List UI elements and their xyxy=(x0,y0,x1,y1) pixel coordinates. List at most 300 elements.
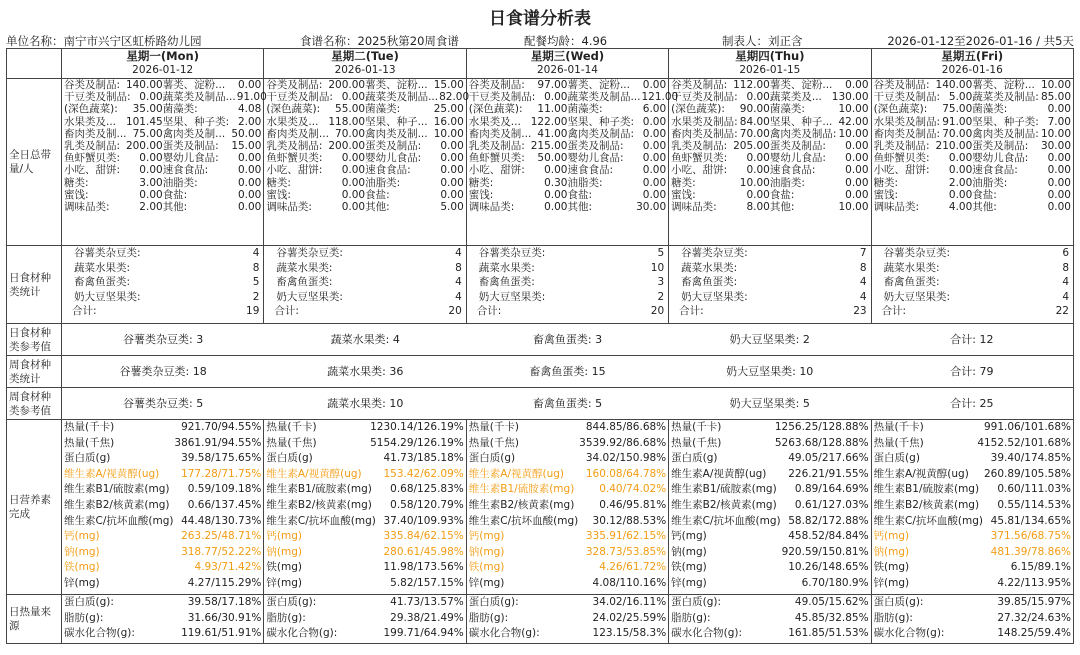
food-category-label: 速食食品: xyxy=(972,164,1018,177)
food-type-label: 合计: xyxy=(950,365,977,378)
food-amount-pair xyxy=(163,189,262,201)
food-type-label: 合计: xyxy=(950,397,977,410)
food-type-label: 奶大豆坚果类: xyxy=(276,290,343,303)
food-category-label: 薯类、淀粉... xyxy=(567,79,630,91)
food-category-value: 75.00 xyxy=(942,103,973,116)
food-category-value: 0.00 xyxy=(237,79,262,91)
food-amount-pair xyxy=(469,116,568,128)
nutrient-value: 0.58/120.79% xyxy=(390,498,464,511)
food-type-count-line xyxy=(62,290,263,305)
nutrient-value: 921.70/94.55% xyxy=(181,421,262,433)
energy-source-line xyxy=(467,611,668,627)
food-category-value: 0.00 xyxy=(1047,200,1071,213)
food-amount-line xyxy=(874,140,1071,152)
food-type-summary-item xyxy=(264,331,466,347)
food-amount-cell xyxy=(264,79,470,246)
food-amount-pair xyxy=(469,91,568,103)
food-category-label: 油脂类: xyxy=(972,176,1008,189)
food-category-value: 41.00 xyxy=(537,127,568,140)
food-type-label: 合计: xyxy=(274,305,299,317)
food-amount-line xyxy=(64,128,261,140)
food-category-label: 速食食品: xyxy=(567,164,614,177)
day-name: 星期二(Tue) xyxy=(331,49,399,63)
food-category-value: 0.00 xyxy=(544,200,568,213)
food-type-label: 谷薯类杂豆类: xyxy=(122,397,193,410)
food-category-label: 蛋类及制品: xyxy=(972,139,1029,152)
food-type-summary-item xyxy=(264,395,466,411)
row-label-weekly-stats: 周食材种类统计 xyxy=(7,356,62,388)
food-amount-line xyxy=(469,103,666,115)
food-category-label: 油脂类: xyxy=(365,176,401,189)
food-amount-line xyxy=(64,140,261,152)
food-type-count: 4 xyxy=(1062,290,1069,303)
food-category-label: 蛋类及制品: xyxy=(162,139,219,152)
food-type-count: 8 xyxy=(455,261,462,274)
food-amount-pair xyxy=(874,103,973,115)
food-category-label: 菌藻类: xyxy=(162,103,198,116)
nutrient-value: 0.40/74.02% xyxy=(599,483,667,496)
food-category-value: 0.00 xyxy=(237,200,262,213)
food-category-label: 蛋类及制品: xyxy=(365,139,422,152)
energy-source-line xyxy=(264,626,465,642)
nutrient-label: 维生素C/抗坏血酸(mg) xyxy=(671,514,781,527)
nutrient-value: 335.91/62.15% xyxy=(585,530,667,543)
food-category-label: 其他: xyxy=(567,200,593,213)
food-type-count: 4 xyxy=(252,247,260,259)
food-category-value: 16.00 xyxy=(433,115,464,128)
food-category-label: 食盐: xyxy=(162,188,188,201)
nutrient-value: 34.02/150.98% xyxy=(585,452,667,465)
nutrient-value: 1256.25/128.88% xyxy=(774,421,869,433)
food-category-label: 谷类及制品: xyxy=(873,79,930,91)
energy-source-value: 29.38/21.49% xyxy=(390,611,464,624)
food-type-count: 4 xyxy=(859,276,867,288)
nutrient-value: 335.84/62.15% xyxy=(383,530,464,543)
food-amount-line xyxy=(671,189,868,201)
food-category-label: 食盐: xyxy=(365,188,390,201)
food-category-value: 0.00 xyxy=(845,188,869,201)
food-type-label: 蔬菜水果类: xyxy=(681,261,738,274)
food-amount-pair xyxy=(671,164,770,176)
nutrient-label: 钙(mg) xyxy=(64,530,100,543)
food-category-value: 3.00 xyxy=(139,176,163,189)
energy-source-line xyxy=(62,626,263,642)
food-category-value: 0.00 xyxy=(845,176,869,189)
nutrition-row xyxy=(7,420,1074,595)
food-category-value: 0.00 xyxy=(544,188,568,201)
nutrient-label: 维生素C/抗坏血酸(mg) xyxy=(266,514,376,527)
food-amount-line xyxy=(266,91,470,104)
food-amount-pair xyxy=(770,189,869,201)
energy-source-line xyxy=(872,595,1073,611)
food-category-label: 小吃、甜饼: xyxy=(873,164,930,177)
food-category-label: 畜肉类及制品: xyxy=(873,127,941,140)
food-category-value: 25.00 xyxy=(433,103,464,116)
food-category-value: 97.00 xyxy=(537,79,568,91)
food-amount-pair xyxy=(567,189,666,201)
daily-stats-cell xyxy=(669,246,871,324)
day-date: 2026-01-13 xyxy=(334,64,396,76)
nutrient-value: 0.89/164.69% xyxy=(794,483,869,496)
food-category-label: 谷类及制品: xyxy=(266,79,323,91)
food-amount-pair xyxy=(64,79,163,91)
nutrient-value: 3861.91/94.55% xyxy=(174,436,262,449)
nutrition-cell xyxy=(62,420,264,595)
daily-stats-cell xyxy=(871,246,1073,324)
food-category-label: 小吃、甜饼: xyxy=(64,164,121,177)
food-category-label: 油脂类: xyxy=(769,176,805,189)
food-category-value: 4.08 xyxy=(237,103,262,116)
food-category-value: 10.00 xyxy=(433,127,464,140)
food-category-value: 0.00 xyxy=(642,79,667,91)
food-category-value: 0.00 xyxy=(746,188,770,201)
food-amount-pair xyxy=(770,79,869,91)
food-amount-pair xyxy=(972,79,1071,91)
food-amount-pair xyxy=(972,177,1071,189)
food-type-label: 奶大豆坚果类: xyxy=(726,365,796,378)
nutrient-value: 0.59/109.18% xyxy=(187,483,262,496)
nutrient-label: 热量(千卡) xyxy=(873,421,924,433)
food-type-label: 合计: xyxy=(72,305,97,317)
food-amount-pair xyxy=(770,201,869,213)
food-amount-pair xyxy=(163,164,262,176)
nutrient-label: 维生素A/视黄醇(ug) xyxy=(873,467,969,480)
food-category-value: 6.00 xyxy=(642,103,667,116)
energy-source-line xyxy=(669,595,870,611)
food-amount-pair xyxy=(671,103,770,115)
food-category-label: 婴幼儿食品: xyxy=(567,152,624,165)
food-category-value: 11.00 xyxy=(537,103,568,116)
food-category-label: 干豆类及制品: xyxy=(671,91,738,104)
nutrient-value: 58.82/172.88% xyxy=(788,514,869,527)
food-amount-line xyxy=(64,152,261,164)
food-type-count: 23 xyxy=(853,305,867,317)
food-type-label: 合计: xyxy=(881,305,907,317)
food-category-label: 蔬菜类及制品... xyxy=(365,91,439,104)
food-amount-line xyxy=(671,177,868,189)
nutrient-value: 153.42/62.09% xyxy=(383,467,464,480)
daily-stats-cell xyxy=(466,246,668,324)
food-category-value: 50.00 xyxy=(231,127,262,140)
nutrient-label: 维生素C/抗坏血酸(mg) xyxy=(873,514,984,527)
nutrient-line xyxy=(264,498,465,514)
energy-source-label: 脂肪(g): xyxy=(468,611,509,624)
food-type-count: 10 xyxy=(799,365,814,378)
nutrient-line xyxy=(264,560,465,576)
food-amount-cell xyxy=(466,79,679,246)
nutrient-line xyxy=(872,545,1073,561)
food-type-count: 2 xyxy=(252,290,260,303)
nutrient-line xyxy=(872,467,1073,483)
food-amount-list xyxy=(62,79,267,213)
nutrient-value: 458.52/84.84% xyxy=(788,530,869,543)
nutrient-value: 6.70/180.9% xyxy=(801,576,869,589)
nutrient-value: 1230.14/126.19% xyxy=(370,421,464,433)
food-category-label: 婴幼儿食品: xyxy=(162,152,219,165)
food-amount-line xyxy=(266,164,463,176)
nutrient-line xyxy=(669,420,870,436)
food-category-value: 15.00 xyxy=(433,79,464,91)
food-category-label: 其他: xyxy=(769,200,795,213)
food-category-label: 速食食品: xyxy=(162,164,209,177)
food-amount-pair xyxy=(64,201,163,213)
nutrient-line xyxy=(669,482,870,498)
food-amount-pair xyxy=(64,177,163,189)
food-amount-pair xyxy=(64,164,163,176)
nutrient-line xyxy=(62,576,263,592)
food-category-value: 0.00 xyxy=(440,164,464,177)
nutrient-line xyxy=(264,529,465,545)
food-type-count-line xyxy=(669,304,870,319)
nutrient-label: 热量(千焦) xyxy=(873,436,924,449)
food-category-value: 84.00 xyxy=(739,115,770,128)
food-amount-pair xyxy=(567,91,679,104)
food-type-count-line xyxy=(872,290,1073,305)
food-category-value: 10.00 xyxy=(1040,79,1071,91)
food-amount-pair xyxy=(266,91,365,103)
food-type-count-line xyxy=(62,275,263,290)
food-category-label: 水果类及制品: xyxy=(873,115,941,128)
food-type-count-line xyxy=(264,304,465,319)
food-category-label: 蜜饯: xyxy=(64,188,89,201)
food-amount-line xyxy=(266,152,463,164)
food-amount-pair xyxy=(469,152,568,164)
corner-cell xyxy=(7,49,62,79)
food-category-label: 禽肉类及制品: xyxy=(972,127,1039,140)
food-category-value: 0.00 xyxy=(139,91,163,104)
food-type-count-line xyxy=(872,304,1073,319)
food-amount-pair xyxy=(874,152,973,164)
food-category-label: 乳类及制品: xyxy=(468,139,525,152)
food-category-label: 调味品类: xyxy=(266,200,312,213)
food-amount-line xyxy=(266,103,463,115)
food-type-count-line xyxy=(264,261,465,276)
weekly-ref-cell xyxy=(62,388,1074,420)
food-type-count: 2 xyxy=(657,290,665,303)
nutrient-line xyxy=(872,482,1073,498)
daily-stats-cell xyxy=(62,246,264,324)
energy-source-line xyxy=(872,611,1073,627)
food-category-label: 鱼虾蟹贝类: xyxy=(266,152,323,165)
food-category-value: 90.00 xyxy=(739,103,770,116)
nutrient-label: 锌(mg) xyxy=(266,576,302,589)
nutrient-value: 920.59/150.81% xyxy=(781,545,869,558)
nutrient-line xyxy=(669,451,870,467)
food-category-label: 调味品类: xyxy=(64,200,110,213)
food-category-value: 0.00 xyxy=(845,139,869,152)
food-amount-line xyxy=(671,164,868,176)
food-amount-pair xyxy=(365,116,464,128)
food-category-value: 0.00 xyxy=(544,164,568,177)
food-amount-pair xyxy=(266,79,365,91)
food-category-value: 210.00 xyxy=(935,139,973,152)
nutrient-label: 锌(mg) xyxy=(468,576,505,589)
food-amount-line xyxy=(671,140,868,152)
food-category-value: 200.00 xyxy=(125,139,163,152)
food-category-value: 0.00 xyxy=(845,152,869,165)
food-amount-line xyxy=(671,79,868,91)
food-type-count: 20 xyxy=(448,305,462,317)
food-category-value: 0.30 xyxy=(544,176,568,189)
nutrient-label: 维生素A/视黄醇(ug) xyxy=(468,467,565,480)
food-amount-pair xyxy=(770,177,869,189)
food-category-value: 55.00 xyxy=(335,103,366,116)
food-amount-pair xyxy=(874,177,973,189)
day-header xyxy=(669,49,871,79)
food-category-value: 0.00 xyxy=(341,91,366,104)
energy-source-line xyxy=(264,611,465,627)
energy-source-label: 蛋白质(g): xyxy=(266,596,317,608)
food-amount-line xyxy=(874,79,1071,91)
food-category-label: 糖类: xyxy=(873,176,899,189)
nutrient-label: 锌(mg) xyxy=(64,576,100,589)
food-category-value: 121.00 xyxy=(641,91,679,104)
food-amount-list xyxy=(669,79,870,213)
average-age: 配餐均龄：4.96 xyxy=(524,34,608,48)
nutrient-value: 11.98/173.56% xyxy=(383,561,464,574)
food-type-label: 合计: xyxy=(679,305,704,317)
food-category-value: 140.00 xyxy=(125,79,163,91)
nutrient-label: 维生素B1/硫胺素(mg) xyxy=(873,483,980,496)
food-amount-line xyxy=(671,91,868,103)
food-type-label: 畜禽鱼蛋类: xyxy=(478,276,535,288)
nutrient-line xyxy=(467,498,668,514)
food-category-label: 蔬菜类及制品: xyxy=(972,91,1039,104)
food-type-label: 畜禽鱼蛋类: xyxy=(276,276,333,288)
weekly-ref-row xyxy=(7,388,1074,420)
food-amount-pair xyxy=(365,91,470,104)
food-category-value: 91.00 xyxy=(942,115,973,128)
food-amount-line xyxy=(469,116,666,128)
energy-source-line xyxy=(872,626,1073,642)
nutrient-line xyxy=(669,560,870,576)
nutrient-value: 5.82/157.15% xyxy=(390,576,464,589)
food-amount-line xyxy=(469,189,666,201)
food-type-count: 3 xyxy=(196,333,204,346)
food-category-value: 0.00 xyxy=(544,91,568,104)
food-type-label: 蔬菜水果类: xyxy=(330,333,390,346)
nutrient-line xyxy=(467,467,668,483)
food-amount-line xyxy=(671,201,868,213)
energy-source-value: 24.02/25.59% xyxy=(592,611,667,624)
food-category-value: 0.00 xyxy=(341,152,366,165)
nutrient-value: 39.58/175.65% xyxy=(181,452,262,465)
food-category-label: 坚果、种子... xyxy=(365,115,428,128)
nutrient-line xyxy=(62,560,263,576)
food-category-value: 10.00 xyxy=(838,127,869,140)
food-category-value: 0.00 xyxy=(642,152,667,165)
food-category-label: 糖类: xyxy=(468,176,494,189)
food-category-label: 畜肉类及制... xyxy=(468,127,532,140)
nutrient-line xyxy=(669,529,870,545)
food-category-value: 5.00 xyxy=(948,91,973,104)
food-amount-pair xyxy=(64,103,163,115)
food-amount-pair xyxy=(64,128,163,140)
food-type-label: 畜禽鱼蛋类: xyxy=(532,333,592,346)
food-amount-pair xyxy=(469,79,568,91)
food-amount-pair xyxy=(266,201,365,213)
nutrient-label: 蛋白质(g) xyxy=(64,452,111,465)
food-amount-line xyxy=(874,116,1071,128)
nutrient-line xyxy=(467,514,668,530)
nutrient-value: 263.25/48.71% xyxy=(181,530,262,543)
food-amount-pair xyxy=(972,91,1071,103)
nutrient-value: 5154.29/126.19% xyxy=(370,436,464,449)
food-amount-pair xyxy=(266,152,365,164)
food-category-label: (深色蔬菜): xyxy=(671,103,725,116)
energy-source-line xyxy=(62,595,263,611)
food-category-value: 5.00 xyxy=(440,200,464,213)
food-category-value: 0.00 xyxy=(341,200,366,213)
food-category-value: 30.00 xyxy=(1040,139,1071,152)
food-category-label: 油脂类: xyxy=(567,176,603,189)
row-label-energy: 日热量来源 xyxy=(7,595,62,644)
food-type-count: 12 xyxy=(979,333,994,346)
food-category-label: 乳类及制品: xyxy=(671,139,728,152)
nutrient-label: 维生素B1/硫胺素(mg) xyxy=(64,483,170,496)
food-amount-line xyxy=(469,164,666,176)
food-type-summary-item xyxy=(871,331,1073,347)
nutrient-label: 钠(mg) xyxy=(266,545,302,558)
food-category-value: 122.00 xyxy=(530,115,568,128)
food-category-value: 0.00 xyxy=(746,164,770,177)
nutrient-label: 钠(mg) xyxy=(64,545,100,558)
food-category-value: 7.00 xyxy=(1047,115,1071,128)
nutrition-cell xyxy=(466,420,668,595)
food-amount-line xyxy=(64,189,261,201)
food-type-summary-item xyxy=(871,363,1073,379)
food-amount-line xyxy=(64,177,261,189)
day-date: 2026-01-16 xyxy=(941,64,1003,76)
food-category-label: 菌藻类: xyxy=(365,103,401,116)
food-category-label: (深色蔬菜): xyxy=(873,103,928,116)
food-type-summary xyxy=(62,356,1073,386)
food-category-label: 鱼虾蟹贝类: xyxy=(468,152,525,165)
food-amount-pair xyxy=(770,164,869,176)
food-type-count: 3 xyxy=(595,333,603,346)
food-amount-line xyxy=(266,140,463,152)
food-type-summary-item xyxy=(62,331,264,347)
energy-source-label: 脂肪(g): xyxy=(266,611,306,624)
food-type-count-line xyxy=(872,275,1073,290)
nutrient-value: 39.40/174.85% xyxy=(990,452,1071,465)
day-name: 星期一(Mon) xyxy=(126,49,199,63)
food-amount-line xyxy=(266,177,463,189)
food-category-label: 菌藻类: xyxy=(769,103,805,116)
nutrient-line xyxy=(264,514,465,530)
day-header xyxy=(871,49,1073,79)
energy-source-value: 123.15/58.3% xyxy=(592,627,667,640)
food-category-label: 畜肉类及制品: xyxy=(671,127,738,140)
food-type-summary-item xyxy=(62,363,264,379)
row-label-daily-ref: 日食材种类参考值 xyxy=(7,324,62,356)
food-type-count: 4 xyxy=(392,333,400,346)
food-type-label: 蔬菜水果类: xyxy=(74,261,131,274)
food-type-summary xyxy=(62,324,1073,354)
energy-cell xyxy=(669,595,871,644)
food-amount-pair xyxy=(266,189,365,201)
nutrient-value: 3539.92/86.68% xyxy=(579,436,667,449)
food-amount-pair xyxy=(163,201,262,213)
nutrient-value: 4152.52/101.68% xyxy=(977,436,1071,449)
food-category-value: 70.00 xyxy=(739,127,770,140)
food-amount-pair xyxy=(266,177,365,189)
food-type-count: 5 xyxy=(252,276,260,288)
food-amount-pair xyxy=(671,152,770,164)
food-type-count-line xyxy=(669,261,870,276)
nutrient-value: 4.26/61.72% xyxy=(599,561,667,574)
energy-source-label: 脂肪(g): xyxy=(671,611,711,624)
